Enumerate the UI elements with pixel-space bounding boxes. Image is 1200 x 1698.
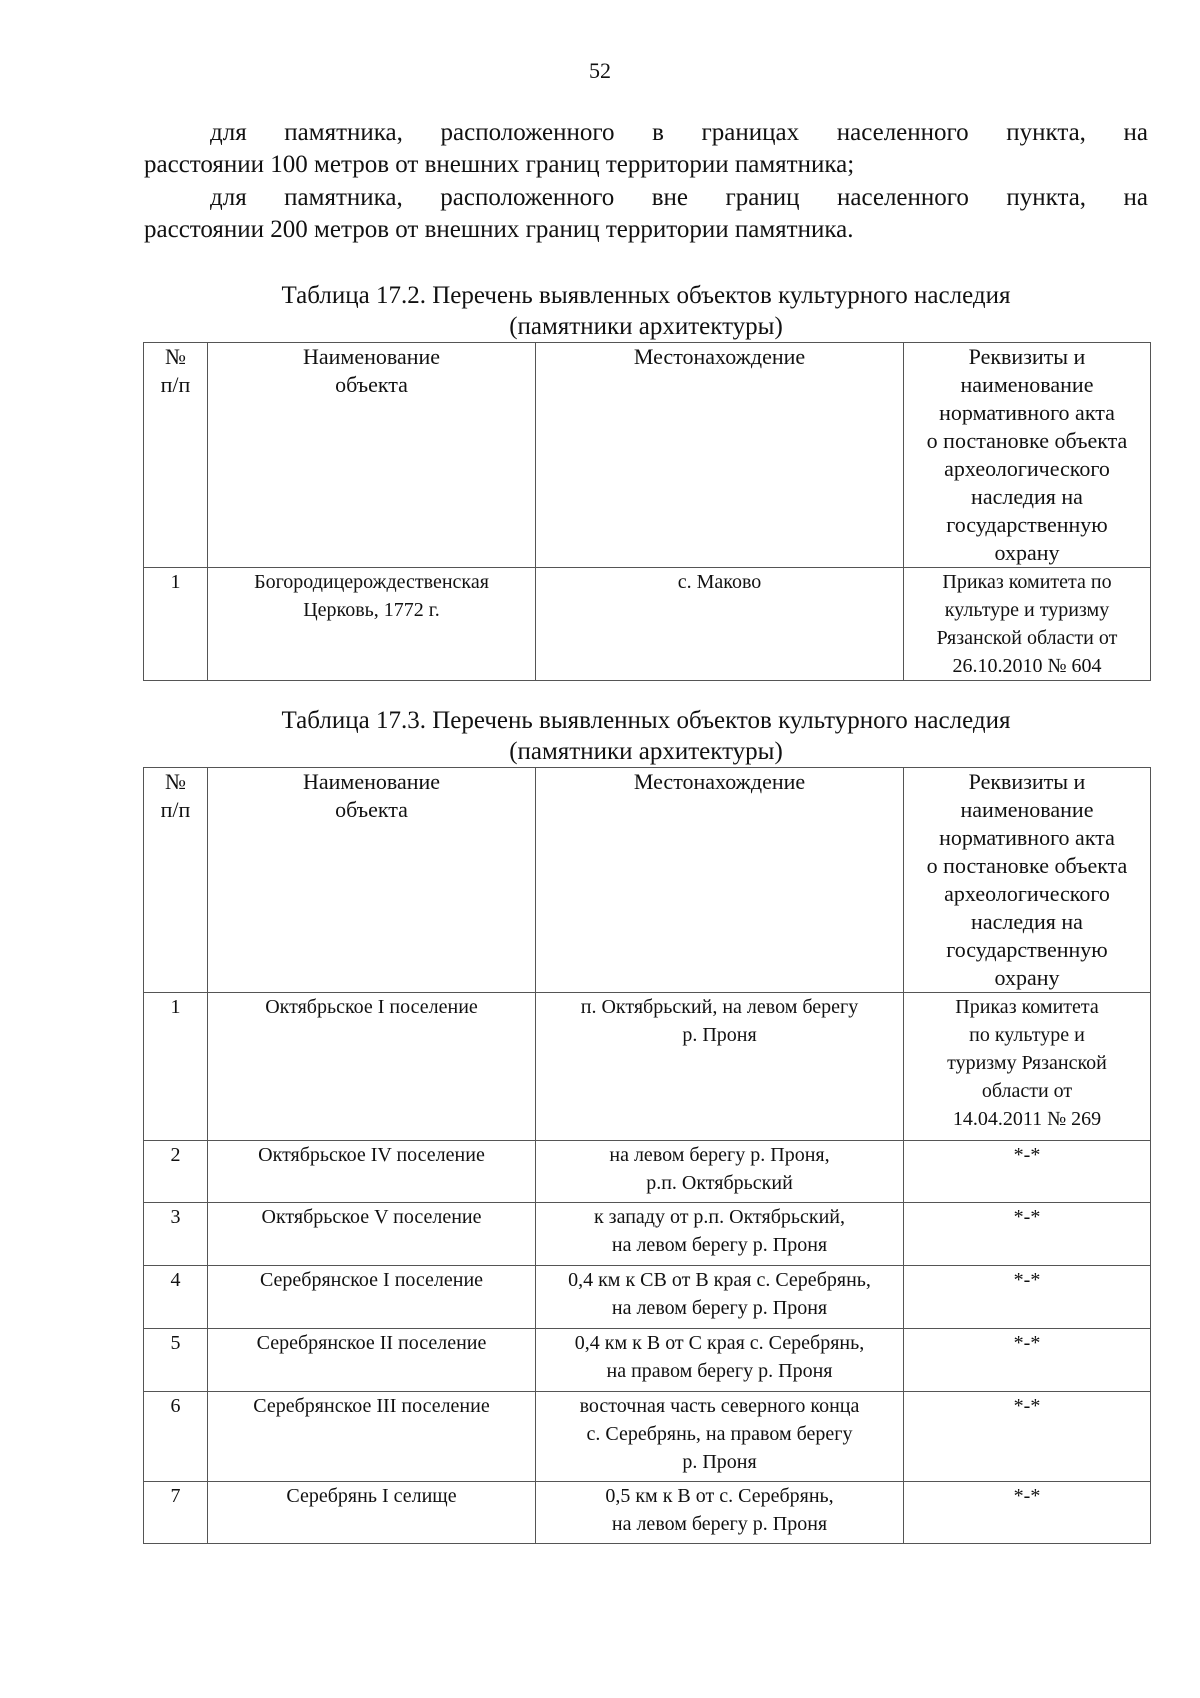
table1-header-row: [144, 343, 1151, 568]
table1-caption: [144, 280, 1148, 342]
table1-header-requisites: Реквизиты и наименование нормативного акта о постановке объекта археологического наследия на государственную охрану: [904, 343, 1151, 568]
table1-cell-name: Богородицерождественская Церковь, 1772 г.: [208, 568, 536, 681]
table-row: [144, 1141, 1151, 1203]
table-row: [144, 993, 1151, 1141]
table1-cell-location: с. Маково: [536, 568, 904, 681]
table-row: [144, 1392, 1151, 1482]
table2-caption: [144, 705, 1148, 767]
table2-cell-name: Серебрянское III поселение: [208, 1392, 536, 1482]
table1-cell-requisites: Приказ комитета по культуре и туризму Рязанской области от 26.10.2010 № 604: [904, 568, 1151, 681]
table2-header-row: [144, 768, 1151, 993]
table-row: [144, 1203, 1151, 1266]
table1-caption-line2: (памятники архитектуры): [509, 313, 783, 340]
table2-cell-location: на левом берегу р. Проня, р.п. Октябрьский: [536, 1141, 904, 1203]
table2-cell-number: 7: [144, 1482, 208, 1544]
paragraph-1-rest: расстоянии 100 метров от внешних границ территории памятника;: [144, 151, 855, 178]
table2-cell-name: Серебрянь I селище: [208, 1482, 536, 1544]
table2-cell-number: 3: [144, 1203, 208, 1266]
table2-cell-name: Серебрянское II поселение: [208, 1329, 536, 1392]
table2-header-requisites: Реквизиты и наименование нормативного акта о постановке объекта археологического наследия на государственную охрану: [904, 768, 1151, 993]
table2-cell-requisites: *-*: [904, 1141, 1151, 1203]
table1: [143, 342, 1151, 681]
table2-caption-line1: Таблица 17.3. Перечень выявленных объектов культурного наследия: [281, 707, 1011, 734]
table2-cell-name: Октябрьское IV поселение: [208, 1141, 536, 1203]
table1-header-location: Местонахождение: [536, 343, 904, 568]
table2-cell-requisites: *-*: [904, 1329, 1151, 1392]
table2-cell-location: п. Октябрьский, на левом берегу р. Проня: [536, 993, 904, 1141]
table2-cell-requisites: *-*: [904, 1266, 1151, 1329]
table1-header-number: № п/п: [144, 343, 208, 568]
table2-cell-requisites: *-*: [904, 1203, 1151, 1266]
table2-caption-line2: (памятники архитектуры): [509, 738, 783, 765]
table2-cell-requisites: *-*: [904, 1482, 1151, 1544]
table2-header-name: Наименование объекта: [208, 768, 536, 993]
table2-cell-name: Октябрьское V поселение: [208, 1203, 536, 1266]
table2-cell-number: 1: [144, 993, 208, 1141]
table2-cell-location: восточная часть северного конца с. Серебрянь, на правом берегу р. Проня: [536, 1392, 904, 1482]
table2: [143, 767, 1151, 1544]
table2-cell-requisites: Приказ комитета по культуре и туризму Рязанской области от 14.04.2011 № 269: [904, 993, 1151, 1141]
table2-header-location: Местонахождение: [536, 768, 904, 993]
table2-cell-requisites: *-*: [904, 1392, 1151, 1482]
table-row: [144, 1329, 1151, 1392]
table2-cell-number: 4: [144, 1266, 208, 1329]
table2-cell-number: 5: [144, 1329, 208, 1392]
paragraph-1: [144, 117, 1148, 181]
table2-header-number: № п/п: [144, 768, 208, 993]
paragraph-1-first-line: для памятника, расположенного в границах населенного пункта, на: [210, 119, 1148, 146]
table1-cell-number: 1: [144, 568, 208, 681]
table2-cell-location: к западу от р.п. Октябрьский, на левом берегу р. Проня: [536, 1203, 904, 1266]
table1-caption-line1: Таблица 17.2. Перечень выявленных объектов культурного наследия: [281, 282, 1011, 309]
table2-cell-name: Октябрьское I поселение: [208, 993, 536, 1141]
paragraph-2: [144, 182, 1148, 246]
table2-cell-location: 0,4 км к В от С края с. Серебрянь, на правом берегу р. Проня: [536, 1329, 904, 1392]
page-number: 52: [589, 58, 611, 83]
table2-cell-location: 0,4 км к СВ от В края с. Серебрянь, на левом берегу р. Проня: [536, 1266, 904, 1329]
table-row: [144, 1482, 1151, 1544]
table-row: [144, 568, 1151, 681]
table2-cell-number: 2: [144, 1141, 208, 1203]
paragraph-2-rest: расстоянии 200 метров от внешних границ территории памятника.: [144, 216, 854, 243]
paragraph-2-first-line: для памятника, расположенного вне границ населенного пункта, на: [210, 184, 1148, 211]
table-row: [144, 1266, 1151, 1329]
table2-cell-name: Серебрянское I поселение: [208, 1266, 536, 1329]
table2-cell-location: 0,5 км к В от с. Серебрянь, на левом берегу р. Проня: [536, 1482, 904, 1544]
table1-header-name: Наименование объекта: [208, 343, 536, 568]
table2-cell-number: 6: [144, 1392, 208, 1482]
